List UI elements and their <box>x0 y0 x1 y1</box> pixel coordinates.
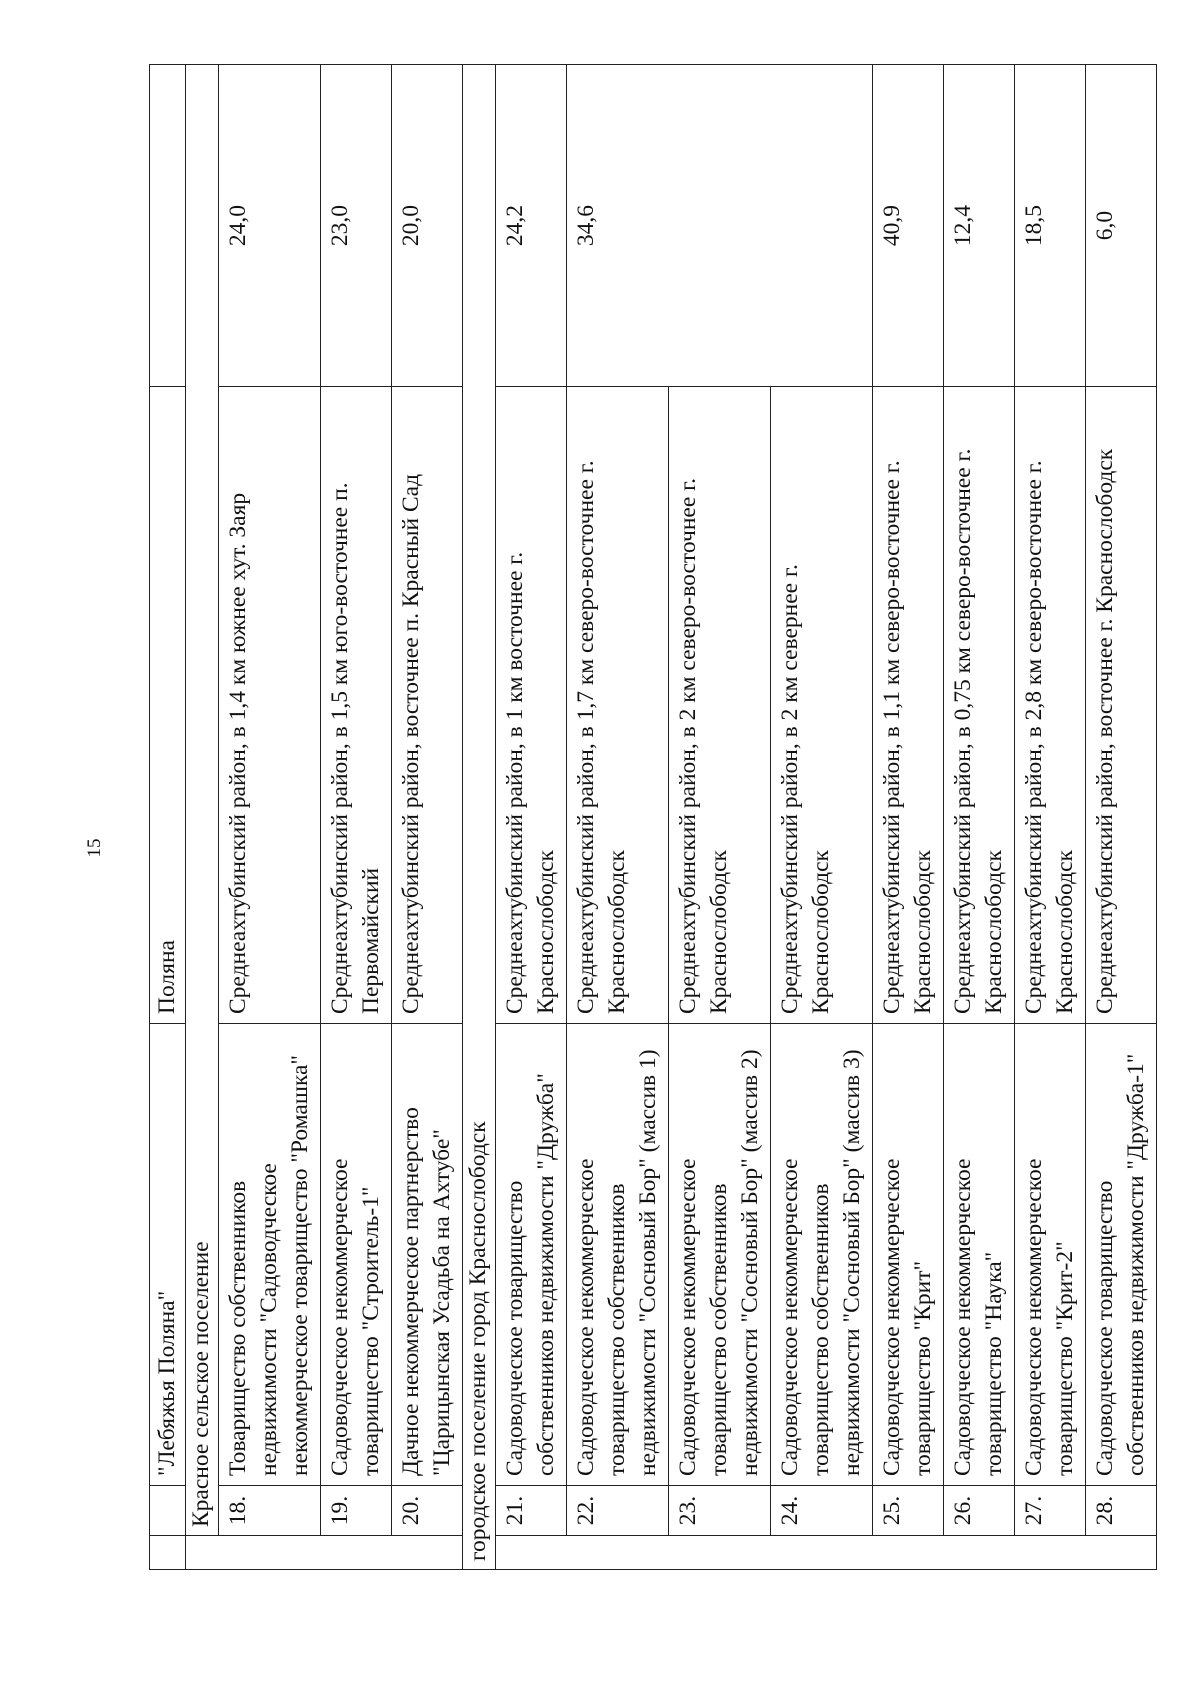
rotated-table-container <box>149 65 1149 1570</box>
page-number: 15 <box>84 838 105 858</box>
row-area: 18,5 <box>1015 65 1086 387</box>
row-area: 40,9 <box>873 65 944 387</box>
row-location: Среднеахтубинский район, в 0,75 км северо-восточнее г. Краснослободск <box>944 387 1015 1024</box>
section-heading-row <box>186 65 219 1570</box>
table-row-continued <box>150 65 186 1570</box>
row-area: 23,0 <box>321 65 392 387</box>
area-cell <box>150 65 186 387</box>
table-row <box>496 65 567 1570</box>
table-row <box>567 65 669 1570</box>
row-number: 23. <box>669 1486 771 1536</box>
name-cell: "Лебяжья Поляна" <box>150 1024 186 1486</box>
margin-cell <box>186 1536 463 1570</box>
row-number: 18. <box>219 1486 321 1536</box>
row-name: Садоводческое некоммерческое товарищество "Крит" <box>873 1024 944 1486</box>
row-name: Садоводческое некоммерческое товарищество "Наука" <box>944 1024 1015 1486</box>
row-location: Среднеахтубинский район, в 2 км севернее г. Краснослободск <box>771 387 873 1024</box>
row-number: 20. <box>392 1486 463 1536</box>
row-name: Садоводческое товарищество собственников недвижимости "Дружба-1" <box>1086 1024 1157 1486</box>
row-area: 6,0 <box>1086 65 1157 387</box>
row-area: 24,0 <box>219 65 321 387</box>
row-area: 20,0 <box>392 65 463 387</box>
margin-cell <box>496 1536 1157 1570</box>
row-number: 24. <box>771 1486 873 1536</box>
table-row <box>219 65 321 1570</box>
table-row <box>1015 65 1086 1570</box>
row-number: 25. <box>873 1486 944 1536</box>
row-location: Среднеахтубинский район, в 1,1 км северо-восточнее г. Краснослободск <box>873 387 944 1024</box>
table-row <box>873 65 944 1570</box>
row-area: 12,4 <box>944 65 1015 387</box>
row-number: 27. <box>1015 1486 1086 1536</box>
row-name: Садоводческое некоммерческое товарищество собственников недвижимости "Сосновый Бор" (массив 3) <box>771 1024 873 1486</box>
row-name: Садоводческое товарищество собственников недвижимости "Дружба" <box>496 1024 567 1486</box>
row-area: 24,2 <box>496 65 567 387</box>
margin-cell <box>150 1536 186 1570</box>
table-row <box>944 65 1015 1570</box>
row-name: Садоводческое некоммерческое товарищество "Строитель-1" <box>321 1024 392 1486</box>
row-location: Среднеахтубинский район, в 1,4 км южнее хут. Заяр <box>219 387 321 1024</box>
row-name: Дачное некоммерческое партнерство "Царицынская Усадьба на Ахтубе" <box>392 1024 463 1486</box>
row-name: Садоводческое некоммерческое товарищество собственников недвижимости "Сосновый Бор" (массив 2) <box>669 1024 771 1486</box>
row-name: Садоводческое некоммерческое товарищество "Крит-2" <box>1015 1024 1086 1486</box>
row-name: Садоводческое некоммерческое товарищество собственников недвижимости "Сосновый Бор" (массив 1) <box>567 1024 669 1486</box>
row-location: Среднеахтубинский район, в 1,7 км северо-восточнее г. Краснослободск <box>567 387 669 1024</box>
section-title: городское поселение город Краснослободск <box>463 65 496 1570</box>
table-row <box>392 65 463 1570</box>
location-cell: Поляна <box>150 387 186 1024</box>
section-heading-row <box>463 65 496 1570</box>
table-row <box>321 65 392 1570</box>
row-area-merged: 34,6 <box>567 65 873 387</box>
row-location: Среднеахтубинский район, восточнее п. Красный Сад <box>392 387 463 1024</box>
row-number: 28. <box>1086 1486 1157 1536</box>
row-number-cell <box>150 1486 186 1536</box>
row-location: Среднеахтубинский район, восточнее г. Краснослободск <box>1086 387 1157 1024</box>
land-plots-table <box>149 64 1157 1570</box>
table-row <box>1086 65 1157 1570</box>
row-name: Товарищество собственников недвижимости "Садоводческое некоммерческое товарищество "Ромашка" <box>219 1024 321 1486</box>
row-number: 22. <box>567 1486 669 1536</box>
row-number: 26. <box>944 1486 1015 1536</box>
row-location: Среднеахтубинский район, в 2,8 км северо-восточнее г. Краснослободск <box>1015 387 1086 1024</box>
row-number: 19. <box>321 1486 392 1536</box>
section-title: Красное сельское поселение <box>186 65 219 1536</box>
row-location: Среднеахтубинский район, в 1 км восточнее г. Краснослободск <box>496 387 567 1024</box>
row-location: Среднеахтубинский район, в 1,5 км юго-восточнее п. Первомайский <box>321 387 392 1024</box>
row-location: Среднеахтубинский район, в 2 км северо-восточнее г. Краснослободск <box>669 387 771 1024</box>
row-number: 21. <box>496 1486 567 1536</box>
